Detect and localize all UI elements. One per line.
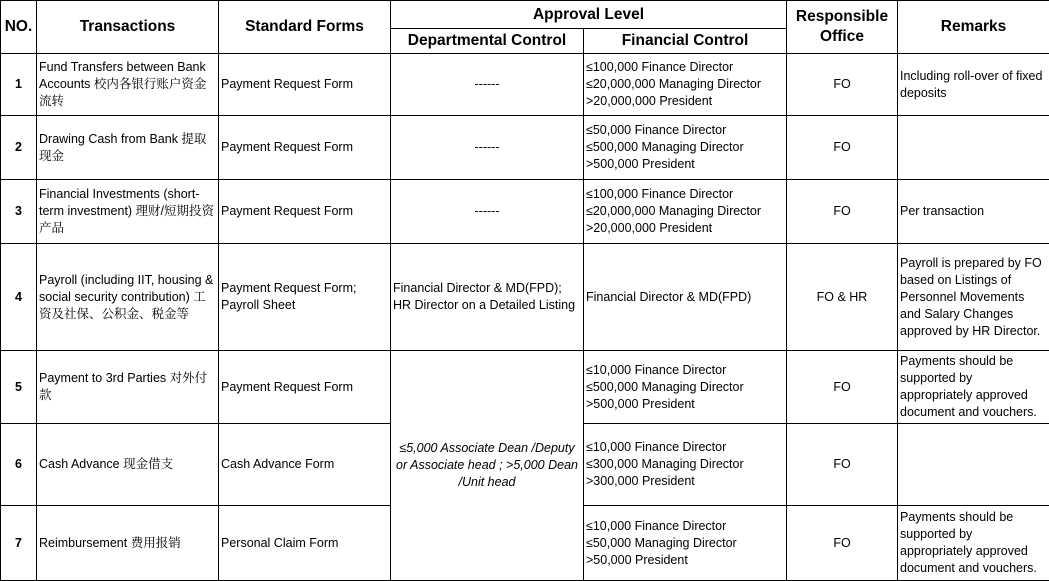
fin-line: ≤50,000 Finance Director [586,123,727,137]
row-number: 2 [1,116,37,180]
fin-line: ≤500,000 Managing Director [586,379,744,394]
row-number: 5 [1,351,37,424]
row-number: 1 [1,54,37,116]
transaction-cell: Reimbursement 费用报销 [37,506,219,581]
remarks-cell: Payments should be supported by appropriately approved document and vouchers. [898,506,1049,581]
financial-control-cell [584,116,787,180]
responsible-office-cell: FO [787,424,898,506]
fin-line: >300,000 President [586,474,695,488]
row-number: 7 [1,506,37,581]
header-approval-level: Approval Level [391,1,787,29]
row-number: 3 [1,180,37,244]
responsible-office-cell: FO [787,180,898,244]
transaction-cell: Payroll (including IIT, housing & social security contribution) 工资及社保、公积金、税金等 [37,244,219,351]
departmental-control-merged-cell: ≤5,000 Associate Dean /Deputy or Associate head ; >5,000 Dean /Unit head [391,351,584,581]
financial-control-cell [584,244,787,351]
standard-form-cell: Payment Request Form [219,351,391,424]
fin-line: ≤300,000 Managing Director [586,457,744,471]
table-row [1,351,1049,424]
remarks-cell: Per transaction [898,180,1049,244]
remarks-cell: Payroll is prepared by FO based on Listings of Personnel Movements and Salary Changes approved by HR Director. [898,244,1049,351]
responsible-office-cell: FO [787,54,898,116]
departmental-control-cell: ------ [391,116,584,180]
responsible-office-cell: FO & HR [787,244,898,351]
remarks-cell [898,424,1049,506]
fin-line: ≤10,000 Finance Director [586,440,727,454]
row-number: 6 [1,424,37,506]
row-number: 4 [1,244,37,351]
header-transactions: Transactions [37,1,219,54]
departmental-control-cell: ------ [391,180,584,244]
transaction-cell: Financial Investments (short-term investment) 理财/短期投资产品 [37,180,219,244]
fin-line: ≤100,000 Finance Director [586,60,734,74]
financial-control-cell [584,54,787,116]
fin-line: >20,000,000 President [586,94,713,108]
header-financial-control: Financial Control [584,29,787,54]
financial-control-cell [584,351,787,424]
header-responsible-office: Responsible Office [787,1,898,54]
standard-form-cell: Payment Request Form [219,116,391,180]
standard-form-cell: Payment Request Form [219,180,391,244]
responsible-office-cell: FO [787,506,898,581]
financial-control-cell [584,424,787,506]
fin-line: ≤50,000 Managing Director [586,535,737,550]
table-row [1,54,1049,116]
financial-control-cell [584,506,787,581]
responsible-office-cell: FO [787,116,898,180]
remarks-cell: Payments should be supported by appropriately approved document and vouchers. [898,351,1049,424]
header-departmental-control: Departmental Control [391,29,584,54]
fin-line: ≤20,000,000 Managing Director [586,204,762,218]
header-remarks: Remarks [898,1,1049,54]
fin-line: >20,000,000 President [586,221,713,235]
fin-line: Financial Director & MD(FPD) [586,289,752,304]
transaction-cell: Cash Advance 现金借支 [37,424,219,506]
responsible-office-cell: FO [787,351,898,424]
transaction-cell: Drawing Cash from Bank 提取现金 [37,116,219,180]
remarks-cell: Including roll-over of fixed deposits [898,54,1049,116]
fin-line: >50,000 President [586,552,688,567]
table-row [1,116,1049,180]
departmental-control-cell: Financial Director & MD(FPD); HR Director on a Detailed Listing [391,244,584,351]
table-row [1,244,1049,351]
transaction-cell: Payment to 3rd Parties 对外付款 [37,351,219,424]
fin-line: ≤10,000 Finance Director [586,518,727,533]
standard-form-cell: Personal Claim Form [219,506,391,581]
standard-form-cell: Payment Request Form; Payroll Sheet [219,244,391,351]
fin-line: ≤10,000 Finance Director [586,362,727,377]
fin-line: ≤100,000 Finance Director [586,187,734,201]
fin-line: >500,000 President [586,396,695,411]
standard-form-cell: Payment Request Form [219,54,391,116]
standard-form-cell: Cash Advance Form [219,424,391,506]
financial-control-cell [584,180,787,244]
departmental-control-cell: ------ [391,54,584,116]
fin-line: ≤500,000 Managing Director [586,140,744,154]
table-row [1,180,1049,244]
header-standard-forms: Standard Forms [219,1,391,54]
transaction-cell: Fund Transfers between Bank Accounts 校内各银行账户资金流转 [37,54,219,116]
header-no: NO. [1,1,37,54]
fin-line: >500,000 President [586,157,695,171]
fin-line: ≤20,000,000 Managing Director [586,77,762,91]
remarks-cell [898,116,1049,180]
